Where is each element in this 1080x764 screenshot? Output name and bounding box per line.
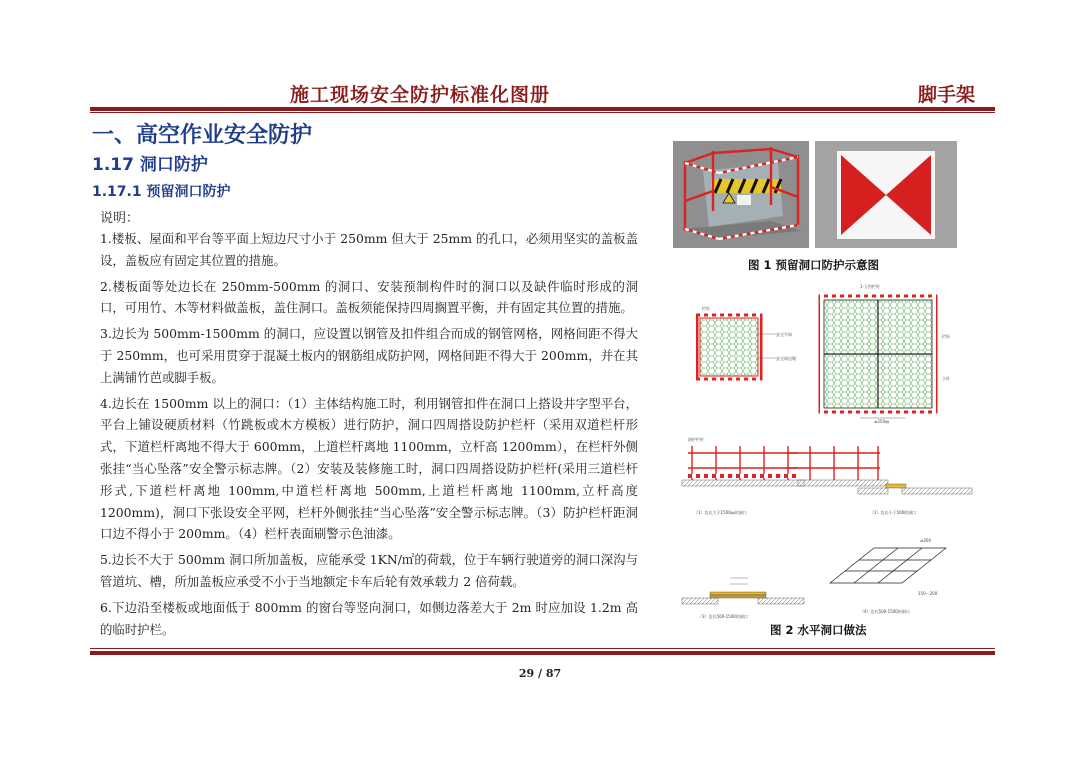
paragraph-4: 4.边长在 1500mm 以上的洞口：（1）主体结构施工时，利用钢管扣件在洞口上搭设井字型平台，平台上铺设硬质材料（竹跳板或木方模板）进行防护，洞口四周搭设防护栏杆（采用双道栏杆形式，下道栏杆离地不得大于 600mm，上道栏杆离地 1100mm，立杆高 1200mm），在栏杆外侧张挂“当心坠落”安全警示标志牌。（2）安装及装修施工时，洞口四周搭设防护栏杆(采用三道栏杆形式,下道栏杆离地 100mm,中道栏杆离地 500mm,上道栏杆离地 1100mm,立杆高度 1200mm)，洞口下张设安全平网，栏杆外侧张挂“当心坠落”安全警示标志牌。（3）防护栏杆距洞口边不得小于 200mm。（4）栏杆表面刷警示色油漆。	[100, 395, 638, 542]
section-name: 脚手架	[918, 84, 976, 106]
paragraph-3: 3.边长为 500mm-1500mm 的洞口，应设置以钢管及扣件组合而成的钢管网格，网格间距不得大于 250mm，也可采用贯穿于混凝土板内的钢筋组成防护网，网格间距不得大于 200mm，并在其上满铺竹芭或脚手板。	[100, 326, 638, 385]
page-number: 29 / 87	[518, 667, 562, 680]
caption-case-4: （4）边长500-1500的洞口	[860, 609, 910, 614]
label-rail-right: 栏杆	[942, 334, 950, 339]
paragraph-6: 6.下边沿至楼板或地面低于 800mm 的窗台等竖向洞口，如侧边落差大于 2m 时应加设 1.2m 高的临时护栏。	[100, 599, 638, 637]
heading-level-1: 一、高空作业安全防护	[92, 123, 313, 148]
horizontal-opening-drawings	[680, 278, 980, 623]
figure2-caption: 图 2 水平洞口做法	[770, 623, 867, 637]
label-guard-rail: 防护栏杆	[688, 437, 704, 442]
paragraph-2: 2.楼板面等处边长在 250mm-500mm 的洞口、安装预制构件时的洞口以及缺件临时形成的洞口，可用竹、木等材料做盖板，盖住洞口。盖板须能保持四周搁置平衡，并有固定其位置的措施。	[100, 278, 638, 316]
label-mesh-150-200: 150～200	[918, 591, 938, 596]
explanation-label: 说明：	[100, 211, 140, 226]
caption-case-3: （3）边长500-1500的洞口	[698, 614, 748, 619]
label-safety-net: 安全平网	[776, 332, 792, 337]
footer-rule-thick	[90, 651, 995, 655]
caption-case-2: （2）边长小于500的洞口	[870, 510, 917, 515]
paragraph-5: 5.边长不大于 500mm 洞口所加盖板，应能承受 1KN/㎡的荷载，位于车辆行驶道旁的洞口深沟与管道坑、槽，所加盖板应承受不小于当地额定卡车后轮有效承载力 2 倍荷载。	[100, 552, 638, 589]
heading-level-2: 1.17 洞口防护	[92, 155, 208, 175]
label-post: 立杆	[942, 376, 950, 381]
guardrail-render-image	[673, 141, 809, 248]
header-rule-thick	[90, 107, 995, 111]
caption-case-1: （1）边长大于1500㎜的洞口	[694, 510, 747, 515]
label-spacing-250: ≥250㎜	[874, 419, 889, 424]
body-text	[100, 228, 638, 644]
figure1-caption: 图 1 预留洞口防护示意图	[748, 258, 880, 272]
footer-rule-thin	[90, 648, 995, 649]
document-title: 施工现场安全防护标准化图册	[290, 84, 551, 106]
heading-level-3: 1.17.1 预留洞口防护	[92, 184, 231, 200]
label-railing: 栏杆	[702, 306, 710, 311]
label-net-edge-rope: 安全网边绳	[776, 356, 796, 361]
warning-cover-plate-image	[815, 141, 957, 248]
label-upright-rail: 1-立档栏杆	[860, 284, 880, 289]
header-rule-thin	[90, 112, 995, 113]
paragraph-1: 1.楼板、屋面和平台等平面上短边尺寸小于 250mm 但大于 25mm 的孔口，必须用坚实的盖板盖设，盖板应有固定其位置的措施。	[100, 231, 638, 268]
label-mesh-200: ≥200	[920, 538, 931, 543]
